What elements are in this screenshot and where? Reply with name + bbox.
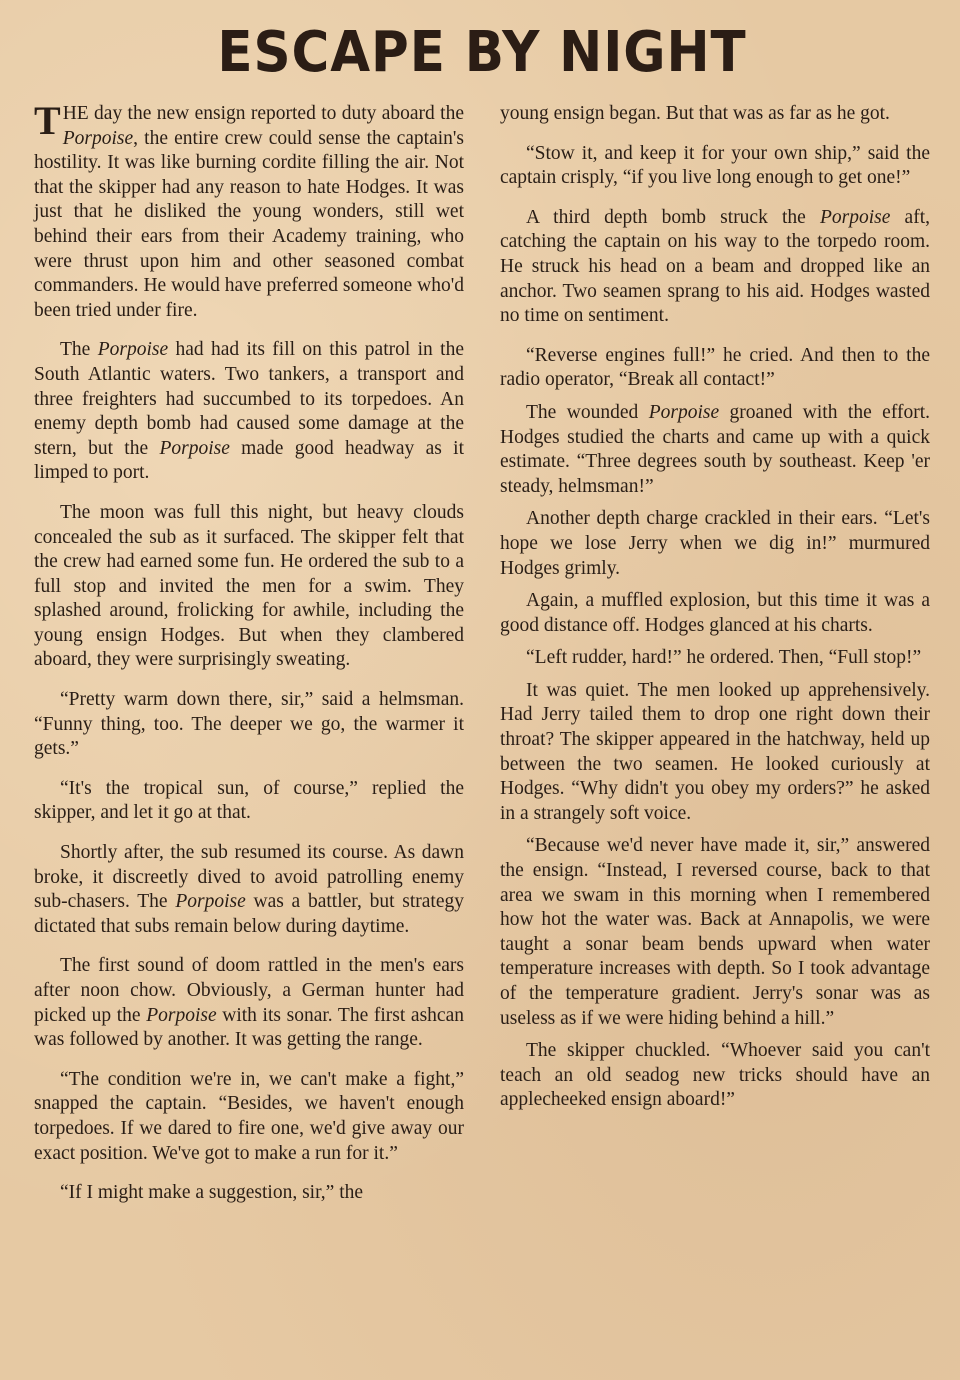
left-column <box>34 98 465 1221</box>
paragraph: “The condition we're in, we can't make a fight,” snapped the captain. “Besides, we haven't enough torpedoes. If we dared to fire one, we'd give away our exact position. We've got to make a run for it.” <box>34 1068 464 1164</box>
paragraph: “Reverse engines full!” he cried. And then to the radio operator, “Break all contact!” <box>500 344 930 391</box>
paragraph: Another depth charge crackled in their ears. “Let's hope we lose Jerry when we dig in!” murmured Hodges grimly. <box>500 508 930 579</box>
paragraph: “Because we'd never have made it, sir,” answered the ensign. “Instead, I reversed course, back to that area we swam in this morning when I remembered how hot the water was. Back at Annapolis, we were taught a sonar beam bends upward when water temperature increases with depth. So I took advantage of the temperature gradient. Jerry's sonar was as useless as if we were hiding behind a hill.” <box>500 835 930 1029</box>
ship-name: Porpoise <box>819 206 891 228</box>
ship-name: Porpoise <box>146 1004 217 1026</box>
right-column <box>500 102 930 1221</box>
paragraph: Again, a muffled explosion, but this time it was a good distance off. Hodges glanced at his charts. <box>500 590 930 636</box>
ship-name: Porpoise <box>62 127 134 149</box>
paragraph: “Stow it, and keep it for your own ship,” said the captain crisply, “if you live long enough to get one!” <box>500 142 930 189</box>
paragraph: A third depth bomb struck the Porpoise aft, catching the captain on his way to the torpedo room. He struck his head on a beam and dropped like an anchor. Two seamen sprang to his aid. Hodges wasted no time on sentiment. <box>500 206 930 327</box>
paragraph: “It's the tropical sun, of course,” replied the skipper, and let it go at that. <box>34 777 464 824</box>
paragraph: “Left rudder, hard!” he ordered. Then, “Full stop!” <box>526 647 922 669</box>
paragraph: The moon was full this night, but heavy clouds concealed the sub as it surfaced. The skipper felt that the crew had earned some fun. He ordered the sub to a full stop and invited the men for a swim. They splashed around, frolicking for awhile, including the young ensign Hodges. But when they clambered aboard, they were surprisingly sweating. <box>34 501 464 671</box>
paragraph: The first sound of doom rattled in the men's ears after noon chow. Obviously, a German hunter had picked up the Porpoise with its sonar. The first ashcan was followed by another. It was getting the range. <box>34 955 464 1051</box>
paragraph: It was quiet. The men looked up apprehensively. Had Jerry tailed them to drop one right down their throat? The skipper appeared in the hatchway, held up between the two seamen. He looked curiously at Hodges. “Why didn't you obey my orders?” he asked in a strangely soft voice. <box>500 679 930 824</box>
ship-name: Porpoise <box>648 401 720 423</box>
story-body <box>34 98 930 1221</box>
story-title: ESCAPE BY NIGHT <box>217 20 747 85</box>
paragraph: “Pretty warm down there, sir,” said a helmsman. “Funny thing, too. The deeper we go, the warmer it gets.” <box>34 689 464 760</box>
ship-name: Porpoise <box>97 339 169 361</box>
paragraph: The wounded Porpoise groaned with the effort. Hodges studied the charts and came up with a quick estimate. “Three degrees south by southeast. Keep 'er steady, helmsman!” <box>500 401 930 497</box>
paragraph: young ensign began. But that was as far as he got. <box>500 103 890 124</box>
paragraph: “If I might make a suggestion, sir,” the <box>60 1182 364 1204</box>
paragraph: THE day the new ensign reported to duty aboard the Porpoise, the entire crew could sense the captain's hostility. It was like burning cordite filling the air. Not that the skipper had any reason to hate Hodges. It was just that he disliked the young wonders, still wet behind their ears from their Academy training, who were thrust upon him and other seasoned combat commanders. He would have preferred someone who'd been tried under fire. <box>34 98 464 321</box>
ship-name: Porpoise <box>159 437 230 459</box>
ship-name: Porpoise <box>175 891 246 913</box>
drop-cap: T <box>34 98 61 143</box>
paragraph: Shortly after, the sub resumed its course. As dawn broke, it discreetly dived to avoid patrolling enemy sub-chasers. The Porpoise was a battler, but strategy dictated that subs remain below during daytime. <box>34 842 465 937</box>
paragraph: The Porpoise had had its fill on this patrol in the South Atlantic waters. Two tankers, a transport and three freighters had succumbed to its torpedoes. An enemy depth bomb had caused some damage at the stern, but the Porpoise made good headway as it limped to port. <box>34 339 464 484</box>
paragraph: The skipper chuckled. “Whoever said you can't teach an old seadog new tricks should have an applecheeked ensign aboard!” <box>500 1040 930 1111</box>
